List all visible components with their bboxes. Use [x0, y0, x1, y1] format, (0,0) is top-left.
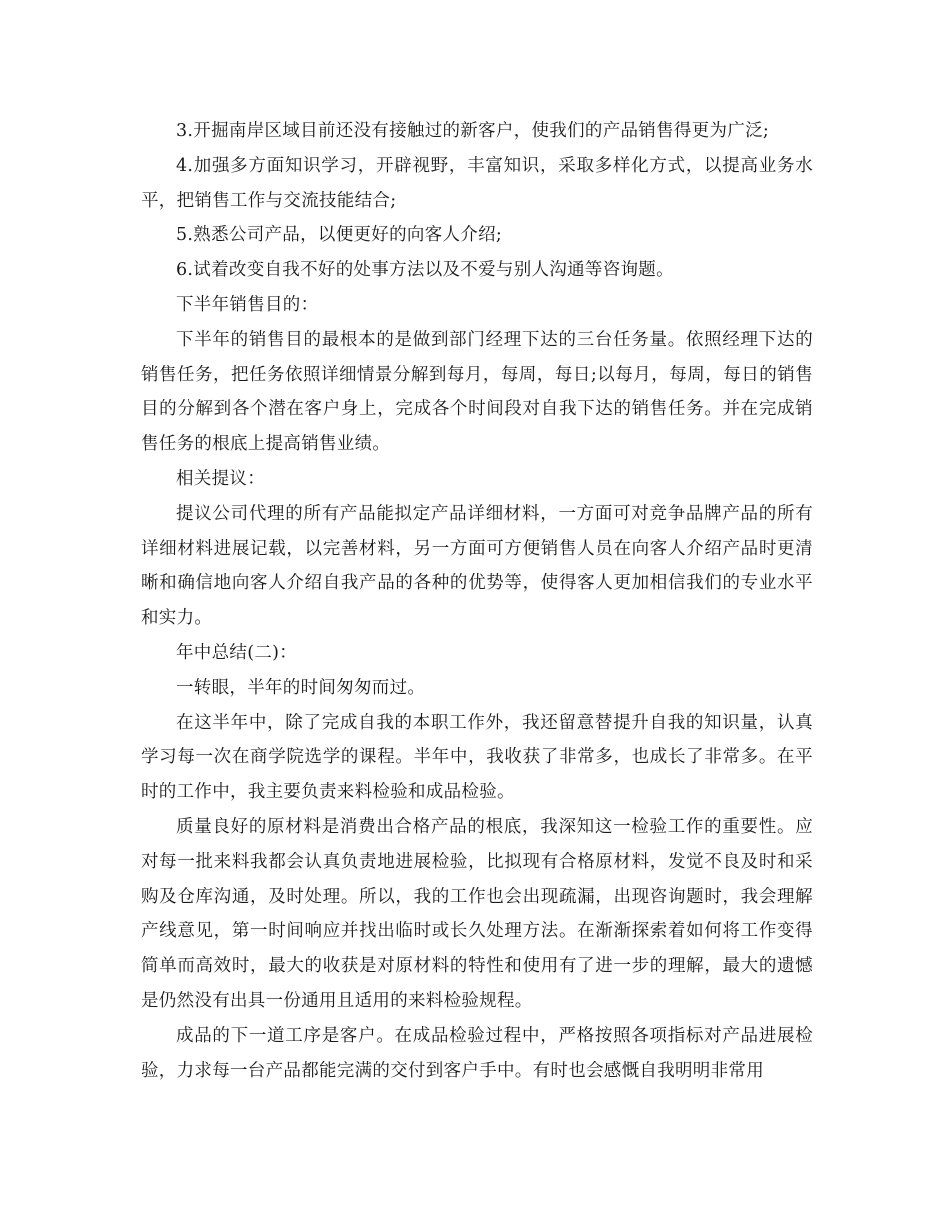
- paragraph-sales-target: 下半年的销售目的最根本的是做到部门经理下达的三台任务量。依照经理下达的销售任务，把任务依照详细情景分解到每月，每周，每日;以每月，每周，每日的销售目的分解到各个潜在客户身上，完成各个时间段对自我下达的销售任务。并在完成销售任务的根底上提高销售业绩。: [141, 329, 813, 455]
- paragraph-goal-6: 6.试着改变自我不好的处事方法以及不爱与别人沟通等咨询题。: [176, 260, 674, 281]
- paragraph-goal-4: 4.加强多方面知识学习，开辟视野，丰富知识，采取多样化方式，以提高业务水平，把销售工作与交流技能结合;: [141, 155, 813, 211]
- paragraph-half-year: 在这半年中，除了完成自我的本职工作外，我还留意替提升自我的知识量，认真学习每一次在商学院选学的课程。半年中，我收获了非常多，也成长了非常多。在平时的工作中，我主要负责来料检验和成品检验。: [141, 712, 813, 803]
- section-heading-sales-target: 下半年销售目的：: [176, 294, 319, 315]
- section-heading-suggestions: 相关提议：: [176, 468, 265, 489]
- paragraph-finished-products: 成品的下一道工序是客户。在成品检验过程中，严格按照各项指标对产品进展检验，力求每一台产品都能完满的交付到客户手中。有时也会感慨自我明明非常用: [141, 1025, 813, 1081]
- paragraph-intro: 一转眼，半年的时间匆匆而过。: [176, 677, 426, 698]
- section-heading-midyear-summary-2: 年中总结(二)：: [176, 642, 298, 663]
- paragraph-suggestions: 提议公司代理的所有产品能拟定产品详细材料，一方面可对竞争品牌产品的所有详细材料进展记载，以完善材料，另一方面可方便销售人员在向客人介绍产品时更清晰和确信地向客人介绍自我产品的各种的优势等，使得客人更加相信我们的专业水平和实力。: [141, 503, 813, 629]
- paragraph-raw-materials: 质量良好的原材料是消费出合格产品的根底，我深知这一检验工作的重要性。应对每一批来料我都会认真负责地进展检验，比拟现有合格原材料，发觉不良及时和采购及仓库沟通，及时处理。所以，我的工作也会出现疏漏，出现咨询题时，我会理解产线意见，第一时间响应并找出临时或长久处理方法。在渐渐探索着如何将工作变得简单而高效时，最大的收获是对原材料的特性和使用有了进一步的理解，最大的遗憾是仍然没有出具一份通用且适用的来料检验规程。: [141, 816, 813, 1011]
- document-body: [141, 114, 813, 1088]
- paragraph-goal-3: 3.开掘南岸区域目前还没有接触过的新客户，使我们的产品销售得更为广泛;: [176, 121, 770, 141]
- paragraph-goal-5: 5.熟悉公司产品，以便更好的向客人介绍;: [176, 225, 503, 246]
